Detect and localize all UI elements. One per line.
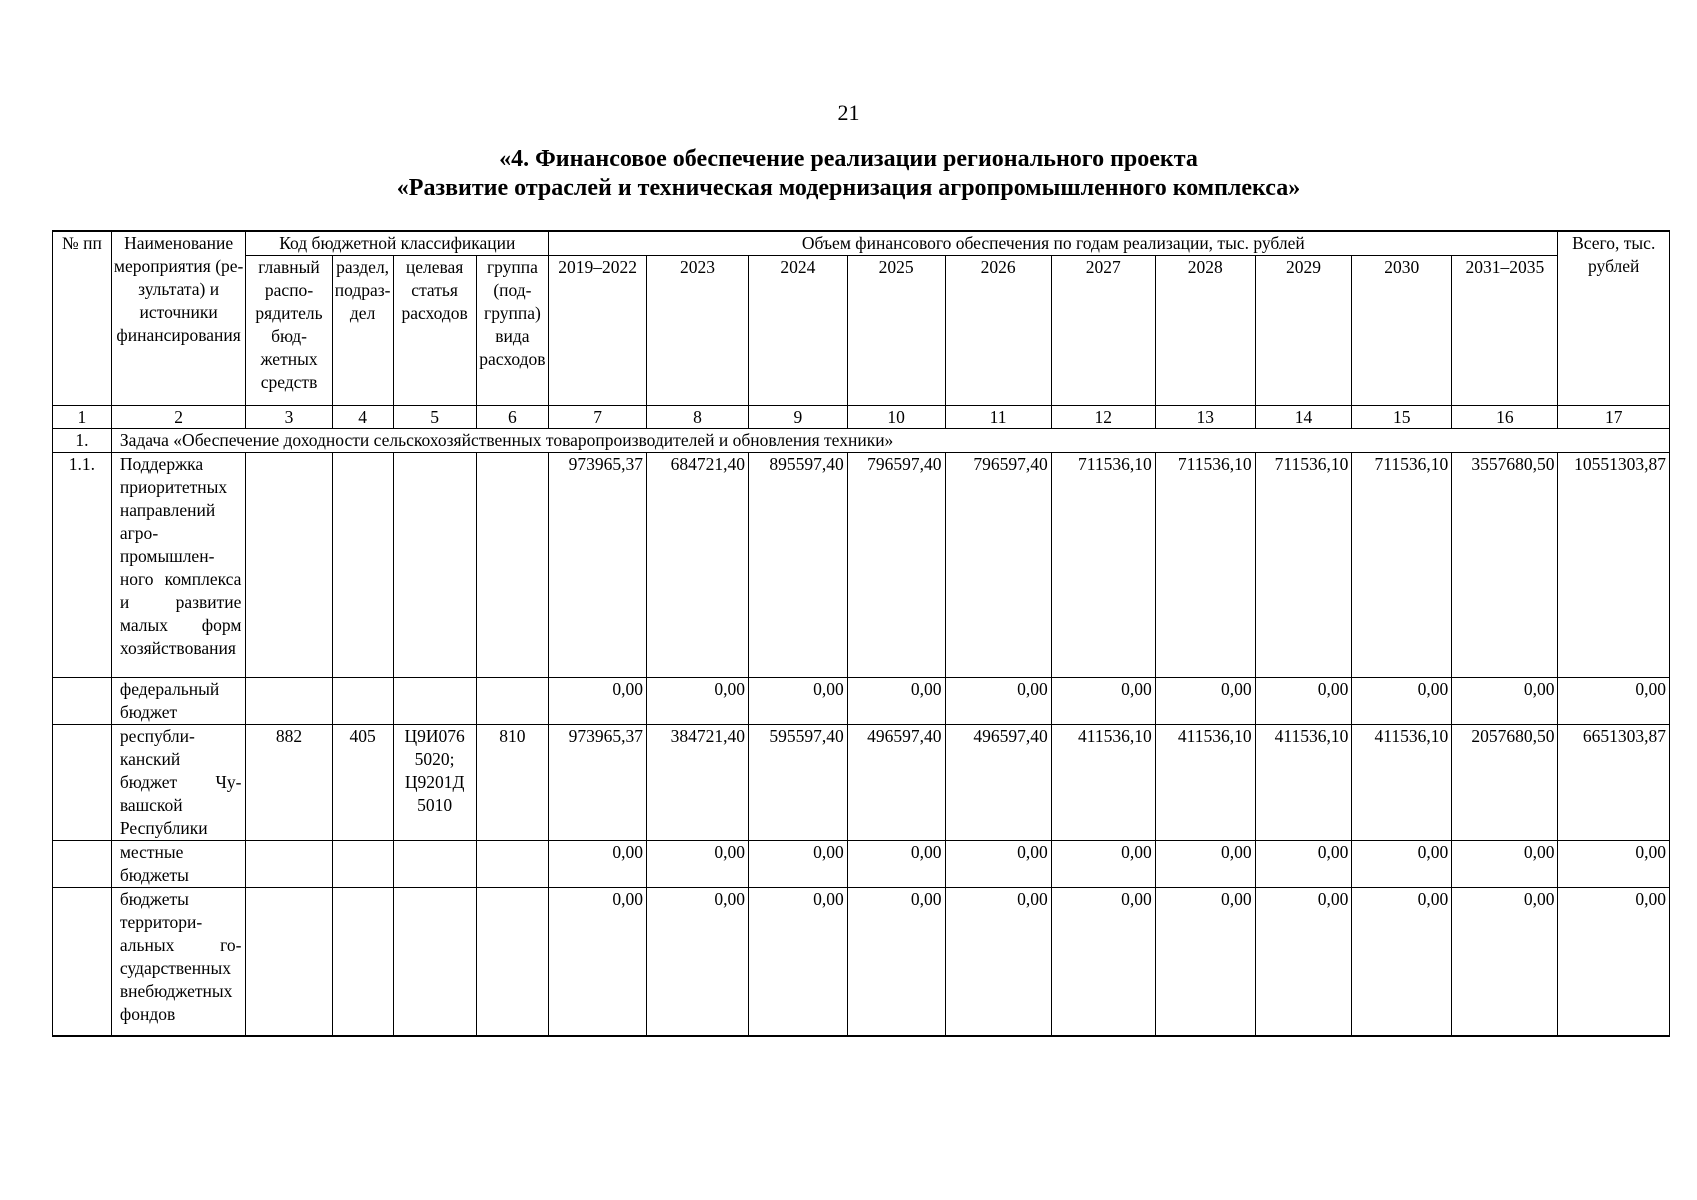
row-name: федеральный бюджет <box>111 678 246 725</box>
row-value: 0,00 <box>945 678 1051 725</box>
row-value: 411536,10 <box>1255 725 1352 841</box>
row-value: 796597,40 <box>945 453 1051 678</box>
header-kbk-vr: группа (подгруппа) вида расходов <box>476 256 549 406</box>
row-value: 595597,40 <box>748 725 847 841</box>
table-row <box>53 841 1670 888</box>
table-row <box>53 725 1670 841</box>
row-value: 0,00 <box>1352 888 1452 1036</box>
row-value: 0,00 <box>1155 841 1255 888</box>
row-value: 711536,10 <box>1352 453 1452 678</box>
column-number: 17 <box>1558 406 1670 429</box>
row-name: Поддержка приоритетных направлений агропромышленного комплекса и развитие малых форм хозяйствования <box>111 453 246 678</box>
row-total: 0,00 <box>1558 841 1670 888</box>
row-value: 711536,10 <box>1255 453 1352 678</box>
column-number: 7 <box>549 406 647 429</box>
task-text: Задача «Обеспечение доходности сельскохозяйственных товаропроизводителей и обновления техники» <box>111 429 1669 453</box>
row-kbk-grbs: 882 <box>246 725 332 841</box>
column-number: 4 <box>332 406 393 429</box>
data-rows <box>53 453 1670 1036</box>
column-number: 6 <box>476 406 549 429</box>
row-kbk-rz <box>332 453 393 678</box>
row-kbk-cs: Ц9И076 5020; Ц9201Д 5010 <box>393 725 476 841</box>
column-number: 2 <box>111 406 246 429</box>
row-value: 0,00 <box>1255 678 1352 725</box>
row-value: 496597,40 <box>847 725 945 841</box>
row-value: 973965,37 <box>549 453 647 678</box>
row-num <box>53 678 112 725</box>
row-kbk-vr: 810 <box>476 725 549 841</box>
header-year: 2031–2035 <box>1452 256 1558 406</box>
column-number: 10 <box>847 406 945 429</box>
header-row-2 <box>53 256 1670 406</box>
row-num: 1.1. <box>53 453 112 678</box>
column-number-row <box>53 406 1670 429</box>
row-total: 0,00 <box>1558 678 1670 725</box>
table-row <box>53 678 1670 725</box>
row-name: местные бюджеты <box>111 841 246 888</box>
row-kbk-rz <box>332 678 393 725</box>
row-value: 0,00 <box>549 888 647 1036</box>
row-value: 684721,40 <box>646 453 748 678</box>
row-total: 6651303,87 <box>1558 725 1670 841</box>
row-value: 0,00 <box>1155 678 1255 725</box>
row-value: 0,00 <box>1352 841 1452 888</box>
row-value: 0,00 <box>1255 841 1352 888</box>
row-value: 711536,10 <box>1155 453 1255 678</box>
header-volume-group: Объем финансового обеспечения по годам реализации, тыс. рублей <box>549 231 1558 256</box>
header-num: № пп <box>53 231 112 406</box>
header-kbk-group: Код бюджетной классификации <box>246 231 549 256</box>
table-row <box>53 888 1670 1036</box>
row-name: республиканский бюджет Чувашской Республики <box>111 725 246 841</box>
financing-table <box>52 230 1670 1037</box>
task-num: 1. <box>53 429 112 453</box>
row-value: 0,00 <box>1051 888 1155 1036</box>
row-value: 711536,10 <box>1051 453 1155 678</box>
row-value: 0,00 <box>1155 888 1255 1036</box>
column-number: 9 <box>748 406 847 429</box>
row-kbk-rz: 405 <box>332 725 393 841</box>
header-year: 2025 <box>847 256 945 406</box>
row-value: 0,00 <box>748 888 847 1036</box>
column-number: 12 <box>1051 406 1155 429</box>
row-value: 0,00 <box>1452 678 1558 725</box>
row-value: 0,00 <box>1051 841 1155 888</box>
row-kbk-cs <box>393 678 476 725</box>
column-number: 8 <box>646 406 748 429</box>
row-kbk-vr <box>476 678 549 725</box>
row-value: 2057680,50 <box>1452 725 1558 841</box>
row-value: 411536,10 <box>1352 725 1452 841</box>
row-name: бюджеты территориальных государственных внебюджетных фондов <box>111 888 246 1036</box>
header-kbk-grbs: главный распорядитель бюджетных средств <box>246 256 332 406</box>
row-value: 0,00 <box>1051 678 1155 725</box>
row-value: 895597,40 <box>748 453 847 678</box>
header-total: Всего, тыс. рублей <box>1558 231 1670 406</box>
row-kbk-vr <box>476 453 549 678</box>
row-num <box>53 888 112 1036</box>
row-value: 0,00 <box>1452 841 1558 888</box>
header-year: 2019–2022 <box>549 256 647 406</box>
row-value: 0,00 <box>646 888 748 1036</box>
document-title <box>0 145 1697 203</box>
column-number: 15 <box>1352 406 1452 429</box>
row-total: 10551303,87 <box>1558 453 1670 678</box>
row-value: 496597,40 <box>945 725 1051 841</box>
row-total: 0,00 <box>1558 888 1670 1036</box>
column-number: 1 <box>53 406 112 429</box>
table-row <box>53 453 1670 678</box>
header-year: 2024 <box>748 256 847 406</box>
row-value: 0,00 <box>748 841 847 888</box>
column-number: 5 <box>393 406 476 429</box>
row-value: 0,00 <box>549 841 647 888</box>
row-kbk-grbs <box>246 453 332 678</box>
row-value: 796597,40 <box>847 453 945 678</box>
row-kbk-cs <box>393 888 476 1036</box>
row-value: 384721,40 <box>646 725 748 841</box>
task-row <box>53 429 1670 453</box>
row-value: 3557680,50 <box>1452 453 1558 678</box>
title-line-2: «Развитие отраслей и техническая модернизация агропромышленного комплекса» <box>396 175 1301 201</box>
row-num <box>53 841 112 888</box>
row-kbk-vr <box>476 841 549 888</box>
row-value: 0,00 <box>945 888 1051 1036</box>
row-value: 411536,10 <box>1051 725 1155 841</box>
row-kbk-rz <box>332 841 393 888</box>
column-number: 13 <box>1155 406 1255 429</box>
header-row-1 <box>53 231 1670 256</box>
row-kbk-grbs <box>246 841 332 888</box>
header-year: 2023 <box>646 256 748 406</box>
header-name: Наименование мероприятия (результата) и источники финансирования <box>111 231 246 406</box>
column-number: 14 <box>1255 406 1352 429</box>
header-kbk-cs: целевая статья расходов <box>393 256 476 406</box>
header-kbk-rz: раздел, подраздел <box>332 256 393 406</box>
row-value: 0,00 <box>945 841 1051 888</box>
column-number: 3 <box>246 406 332 429</box>
row-value: 411536,10 <box>1155 725 1255 841</box>
header-year: 2030 <box>1352 256 1452 406</box>
title-line-1: «4. Финансовое обеспечение реализации регионального проекта <box>499 146 1198 172</box>
row-value: 0,00 <box>748 678 847 725</box>
header-year: 2028 <box>1155 256 1255 406</box>
row-value: 0,00 <box>646 678 748 725</box>
header-year: 2027 <box>1051 256 1155 406</box>
row-kbk-grbs <box>246 678 332 725</box>
row-kbk-cs <box>393 453 476 678</box>
row-value: 0,00 <box>1452 888 1558 1036</box>
row-value: 0,00 <box>1352 678 1452 725</box>
row-value: 0,00 <box>847 678 945 725</box>
row-value: 0,00 <box>1255 888 1352 1036</box>
row-value: 0,00 <box>549 678 647 725</box>
row-kbk-rz <box>332 888 393 1036</box>
row-num <box>53 725 112 841</box>
row-kbk-grbs <box>246 888 332 1036</box>
header-year: 2026 <box>945 256 1051 406</box>
column-number: 16 <box>1452 406 1558 429</box>
header-year: 2029 <box>1255 256 1352 406</box>
row-value: 0,00 <box>847 888 945 1036</box>
row-kbk-cs <box>393 841 476 888</box>
row-kbk-vr <box>476 888 549 1036</box>
row-value: 0,00 <box>847 841 945 888</box>
page-number: 21 <box>837 100 860 125</box>
column-number: 11 <box>945 406 1051 429</box>
row-value: 973965,37 <box>549 725 647 841</box>
row-value: 0,00 <box>646 841 748 888</box>
